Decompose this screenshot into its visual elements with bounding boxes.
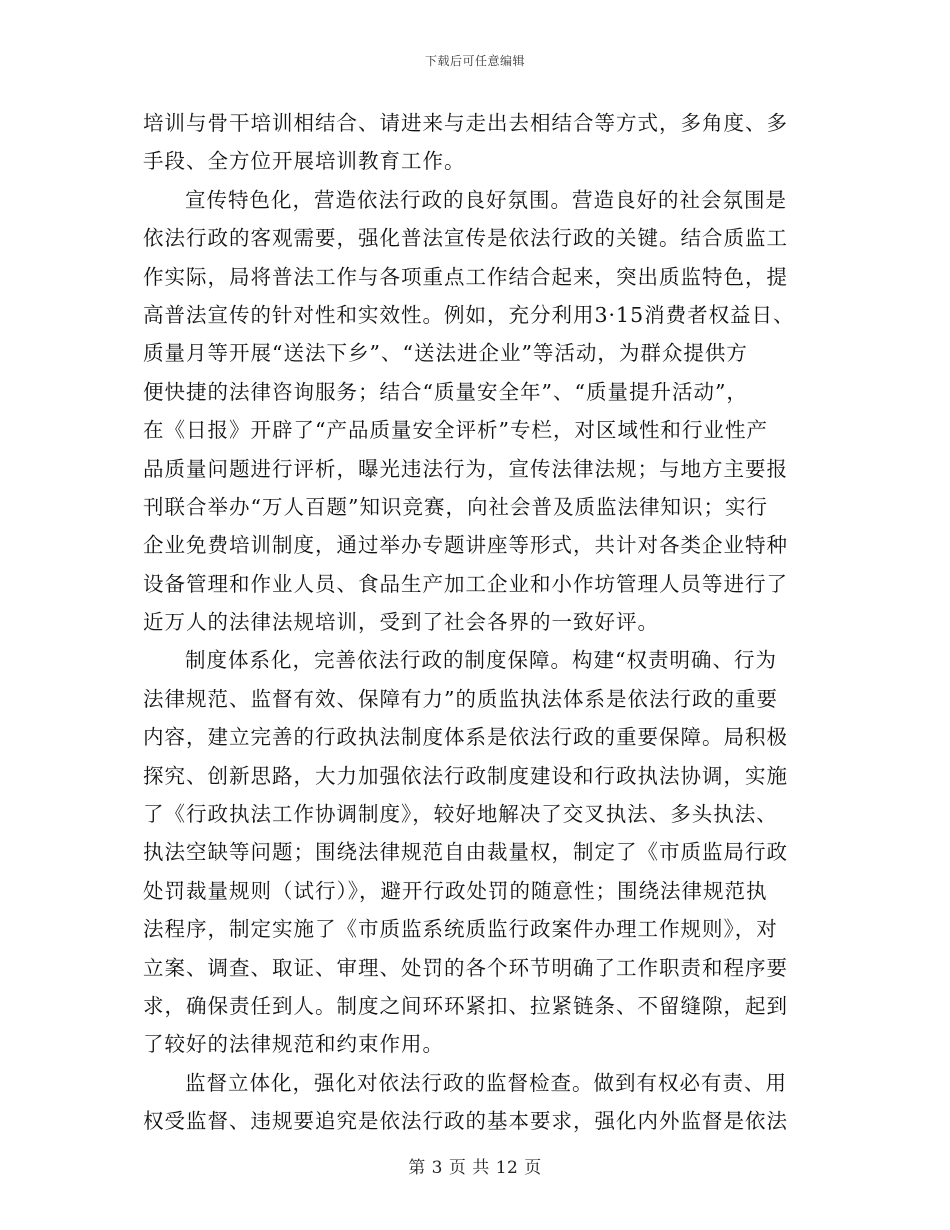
paragraph-start-line: 监督立体化，强化对依法行政的监督检查。做到有权必有责、用	[185, 1070, 787, 1095]
text-line: 近万人的法律法规培训，受到了社会各界的一致好评。	[143, 610, 659, 635]
paragraph-start-line: 制度体系化，完善依法行政的制度保障。构建“权责明确、行为	[185, 648, 777, 673]
text-line: 执法空缺等问题；围绕法律规范自由裁量权，制定了《市质监局行政	[143, 840, 788, 865]
text-line: 法律规范、监督有效、保障有力”的质监执法体系是依法行政的重要	[143, 686, 778, 711]
text-line: 法程序，制定实施了《市质监系统质监行政案件办理工作规则》，对	[143, 917, 778, 942]
paragraph-start-line: 宣传特色化，营造依法行政的良好氛围。营造良好的社会氛围是	[185, 187, 787, 212]
page-header: 下载后可任意编辑	[424, 54, 525, 68]
text-line: 品质量问题进行评析，曝光违法行为，宣传法律法规；与地方主要报	[143, 456, 788, 481]
text-line: 高普法宣传的针对性和实效性。例如，充分利用3·15消费者权益日、	[143, 302, 795, 327]
document-body	[143, 104, 809, 1141]
text-line: 手段、全方位开展培训教育工作。	[143, 149, 466, 174]
text-line: 权受监督、违规要追究是依法行政的基本要求，强化内外监督是依法	[143, 1109, 788, 1134]
text-line: 质量月等开展“送法下乡”、“送法进企业”等活动，为群众提供方	[143, 341, 748, 366]
text-line: 探究、创新思路，大力加强依法行政制度建设和行政执法协调，实施	[143, 763, 788, 788]
text-line: 作实际，局将普法工作与各项重点工作结合起来，突出质监特色，提	[143, 264, 788, 289]
text-line: 培训与骨干培训相结合、请进来与走出去相结合等方式，多角度、多	[143, 111, 788, 135]
text-line: 了《行政执法工作协调制度》，较好地解决了交叉执法、多头执法、	[143, 802, 778, 827]
text-line: 处罚裁量规则（试行）》，避开行政处罚的随意性；围绕法律规范执	[143, 878, 768, 903]
text-line: 在《日报》开辟了“产品质量安全评析”专栏，对区域性和行业性产	[143, 418, 768, 443]
text-line: 求，确保责任到人。制度之间环环紧扣、拉紧链条、不留缝隙，起到	[143, 993, 788, 1018]
text-line: 设备管理和作业人员、食品生产加工企业和小作坊管理人员等进行了	[143, 571, 788, 596]
text-line: 便快捷的法律咨询服务；结合“质量安全年”、“质量提升活动”，	[143, 379, 748, 404]
text-line: 了较好的法律规范和约束作用。	[143, 1032, 444, 1057]
text-line: 企业免费培训制度，通过举办专题讲座等形式，共计对各类企业特种	[143, 533, 788, 558]
text-line: 内容，建立完善的行政执法制度体系是依法行政的重要保障。局积极	[143, 725, 788, 750]
text-line: 刊联合举办“万人百题”知识竞赛，向社会普及质监法律知识；实行	[143, 494, 768, 519]
text-line: 依法行政的客观需要，强化普法宣传是依法行政的关键。结合质监工	[143, 226, 788, 251]
text-line: 立案、调查、取证、审理、处罚的各个环节明确了工作职责和程序要	[143, 955, 788, 980]
page-footer: 第 3 页 共 12 页	[408, 1158, 542, 1178]
